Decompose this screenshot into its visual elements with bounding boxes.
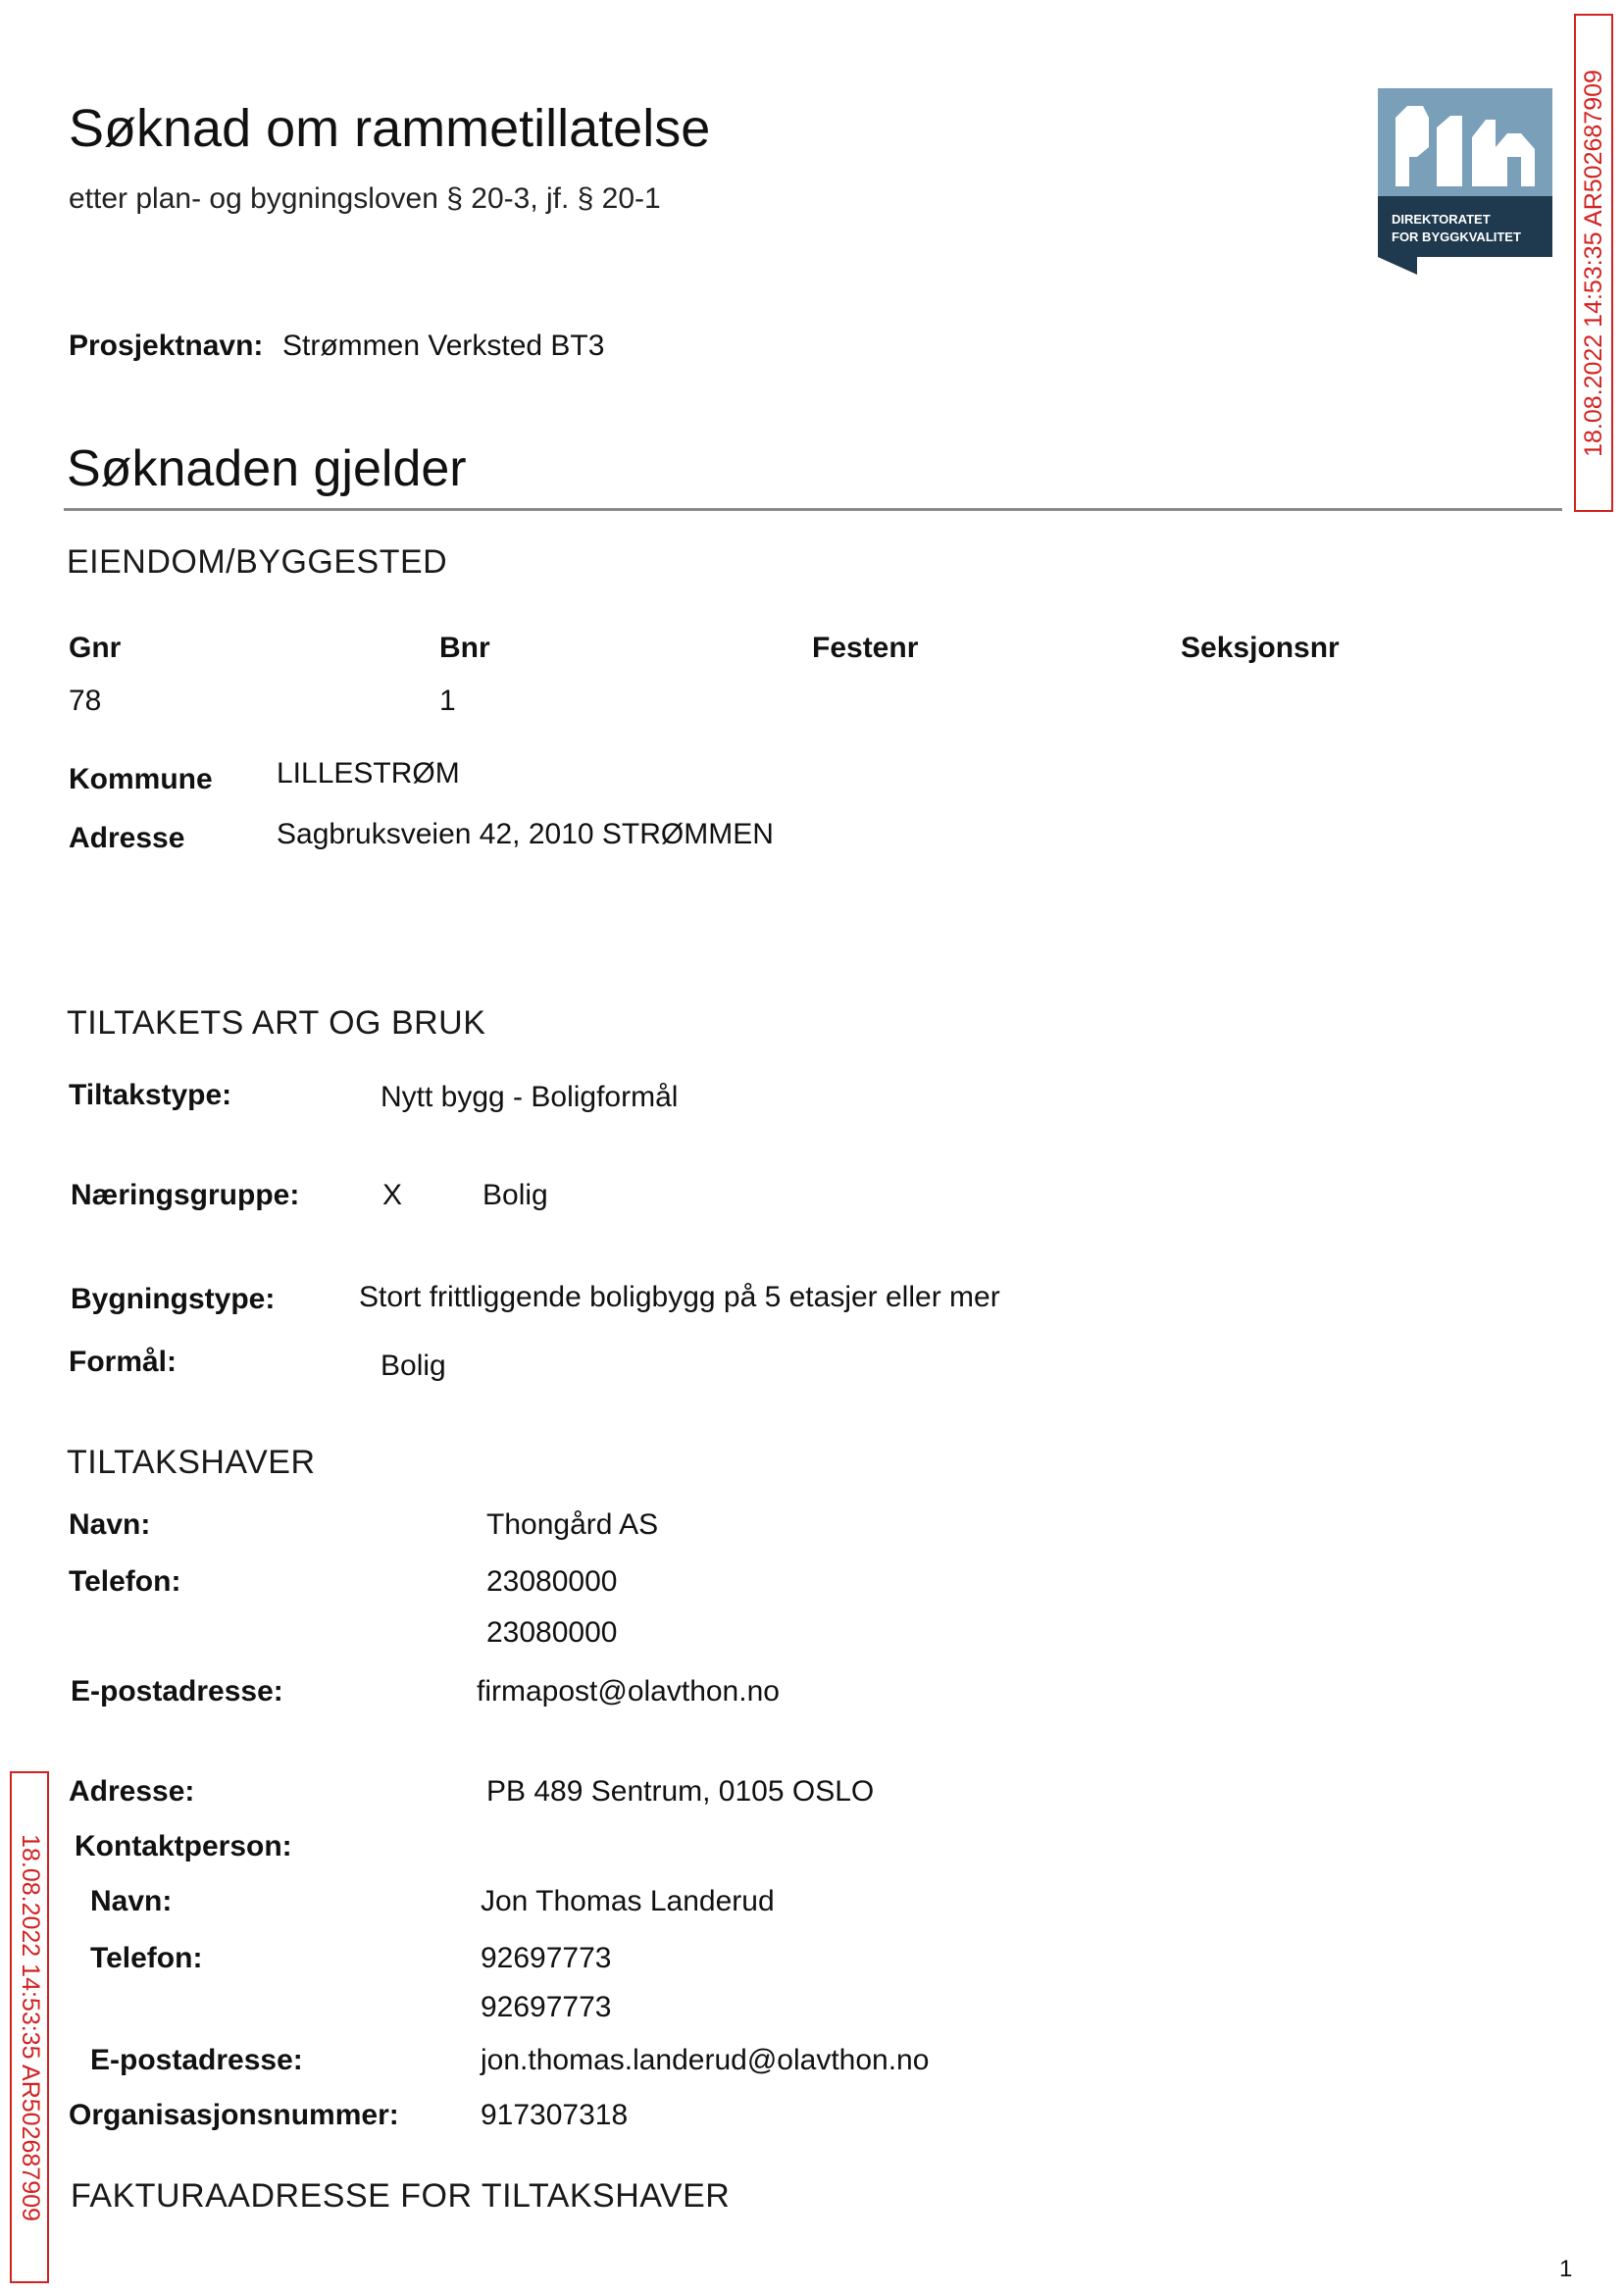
owner-telefon-label: Telefon: xyxy=(69,1565,181,1598)
owner-adresse: PB 489 Sentrum, 0105 OSLO xyxy=(486,1775,875,1808)
adresse-value: Sagbruksveien 42, 2010 STRØMMEN xyxy=(277,818,774,850)
logo-line1: DIREKTORATET xyxy=(1392,212,1491,227)
stamp-text: 18.08.2022 14:53:35 AR502687909 xyxy=(16,1833,44,2221)
section-title: Søknaden gjelder xyxy=(67,440,467,497)
project-value: Strømmen Verksted BT3 xyxy=(282,330,605,362)
owner-navn-label: Navn: xyxy=(69,1508,151,1541)
property-heading: EIENDOM/BYGGESTED xyxy=(67,543,448,581)
orgnr-value: 917307318 xyxy=(481,2099,629,2131)
kontakt-epost-label: E-postadresse: xyxy=(90,2044,303,2076)
kontakt-epost: jon.thomas.landerud@olavthon.no xyxy=(481,2044,930,2076)
val-gnr: 78 xyxy=(69,685,102,717)
naeringsgruppe-code: X xyxy=(382,1179,403,1211)
section-divider xyxy=(64,508,1562,511)
owner-epost: firmapost@olavthon.no xyxy=(477,1675,780,1708)
page-subtitle: etter plan- og bygningsloven § 20-3, jf. § 20-1 xyxy=(69,182,661,215)
owner-adresse-label: Adresse: xyxy=(69,1775,195,1808)
owner-navn: Thongård AS xyxy=(486,1508,659,1541)
project-label: Prosjektnavn: xyxy=(69,330,264,362)
kontakt-telefon2: 92697773 xyxy=(481,1991,612,2023)
kontakt-navn: Jon Thomas Landerud xyxy=(481,1885,775,1917)
tiltakstype-value: Nytt bygg - Boligformål xyxy=(381,1081,679,1113)
stamp-text: 18.08.2022 14:53:35 AR502687909 xyxy=(1579,69,1607,457)
page-number: 1 xyxy=(1559,2256,1573,2282)
page-title: Søknad om rammetillatelse xyxy=(69,99,711,158)
dibk-logo-graphic xyxy=(1378,88,1552,275)
tiltakstype-label: Tiltakstype: xyxy=(69,1079,232,1111)
formal-value: Bolig xyxy=(381,1350,446,1382)
kontakt-navn-label: Navn: xyxy=(90,1885,173,1917)
adresse-label: Adresse xyxy=(69,822,185,854)
logo-line2: FOR BYGGKVALITET xyxy=(1392,229,1521,244)
kontakt-telefon1: 92697773 xyxy=(481,1942,612,1974)
kommune-value: LILLESTRØM xyxy=(277,757,460,790)
owner-epost-label: E-postadresse: xyxy=(71,1675,283,1708)
kontaktperson-label: Kontaktperson: xyxy=(75,1830,292,1862)
orgnr-label: Organisasjonsnummer: xyxy=(69,2099,399,2131)
naeringsgruppe-label: Næringsgruppe: xyxy=(71,1179,300,1211)
invoice-heading: FAKTURAADRESSE FOR TILTAKSHAVER xyxy=(71,2177,731,2215)
received-stamp-left xyxy=(10,1771,49,2283)
owner-heading: TILTAKSHAVER xyxy=(67,1444,316,1481)
col-seksjonsnr: Seksjonsnr xyxy=(1181,632,1340,664)
formal-label: Formål: xyxy=(69,1346,178,1378)
col-bnr: Bnr xyxy=(439,632,490,664)
measure-heading: TILTAKETS ART OG BRUK xyxy=(67,1004,486,1042)
bygningstype-value: Stort frittliggende boligbygg på 5 etasjer eller mer xyxy=(359,1281,1000,1313)
kommune-label: Kommune xyxy=(69,763,213,795)
bygningstype-label: Bygningstype: xyxy=(71,1283,276,1315)
owner-telefon2: 23080000 xyxy=(486,1616,618,1649)
kontakt-telefon-label: Telefon: xyxy=(90,1942,203,1974)
naeringsgruppe-value: Bolig xyxy=(482,1179,548,1211)
col-gnr: Gnr xyxy=(69,632,122,664)
col-festenr: Festenr xyxy=(812,632,919,664)
dibk-logo xyxy=(1378,88,1552,275)
owner-telefon1: 23080000 xyxy=(486,1565,618,1598)
received-stamp-right xyxy=(1574,14,1613,512)
val-bnr: 1 xyxy=(439,685,456,717)
